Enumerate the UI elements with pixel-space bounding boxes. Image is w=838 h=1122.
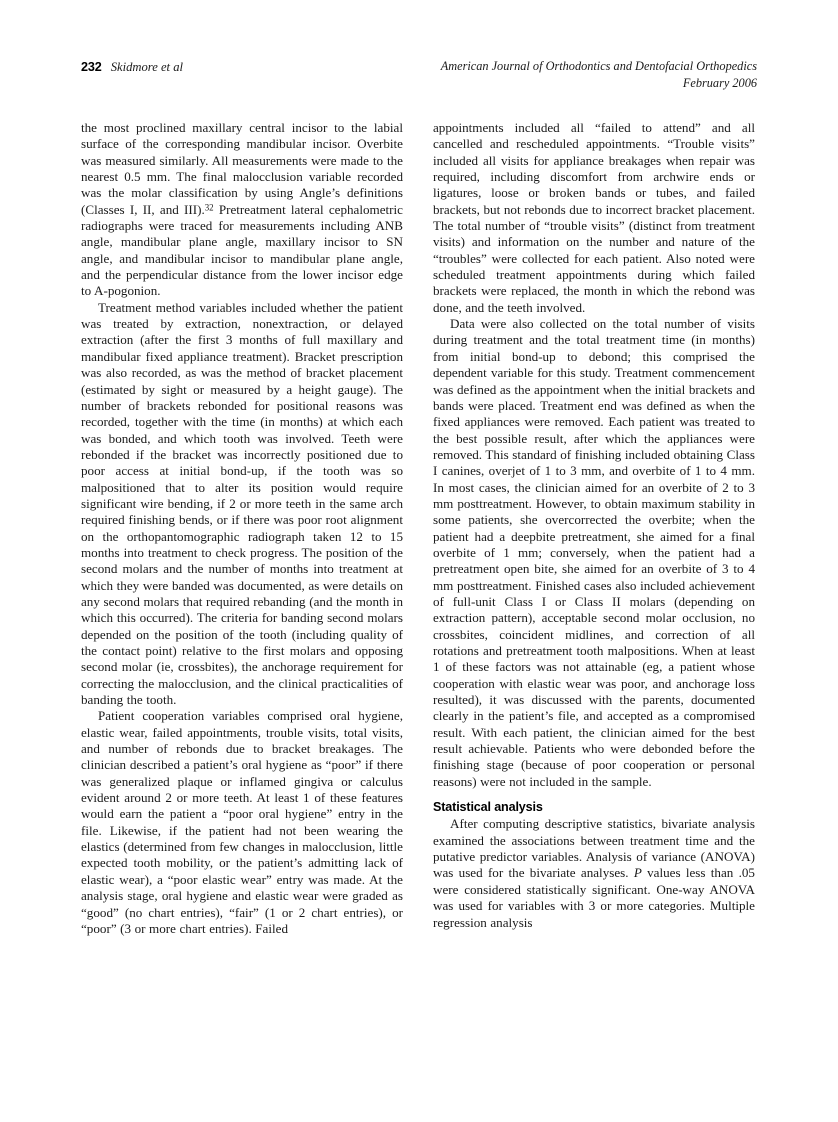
body-columns (81, 120, 757, 1035)
section-heading-statistical-analysis: Statistical analysis (433, 800, 543, 815)
column-left (81, 120, 403, 1035)
paragraph-text-part: After computing descriptive statistics, bivariate analysis examined the associations between treatment time and the putative predictor variables. Analysis of variance (ANOVA) was used for the bivariate analyses. (433, 816, 755, 881)
paragraph-text-part: values less than .05 were considered statistically significant. One-way ANOVA was used for variables with 3 or more categories. Multiple regression analysis (433, 865, 755, 930)
paragraph-statistical-analysis (433, 816, 755, 930)
page-number: 232 (81, 60, 102, 74)
paragraph-data-collected: Data were also collected on the total number of visits during treatment and the total treatment time (in months) from initial bond-up to debond; this comprised the dependent variable for this study. Treatment commencement was defined as the appointment when the initial brackets and bands were placed. Treatment end was defined as when the fixed appliances were removed. Each patient was treated to the best possible result, after which the appliances were removed. This standard of finishing included obtaining Class I canines, overjet of 1 to 3 mm, and overbite of 1 to 4 mm. In most cases, the clinician aimed for an overbite of 2 to 3 mm posttreatment. However, to obtain maximum stability in some patients, she overcorrected the overbite; when the patient had a deepbite pretreatment, she aimed for a final overbite of 1 mm; conversely, when the patient had a pretreatment open bite, she aimed for an overbite of 3 to 4 mm posttreatment. Finished cases also included achievement of full-unit Class I or Class II molars (depending on extraction pattern), acceptable second molar occlusion, no crossbites, coincident midlines, and correction of all rotations and pretreatment tooth malpositions. When at least 1 of these factors was not attainable (eg, a patient whose cooperation with elastic wear was poor, and anchorage loss resulted), it was discussed with the parents, documented clearly in the patient’s file, and accepted as a compromised result. With each patient, the clinician aimed for the best result achievable. Patients who were debonded before the finishing stage (because of poor cooperation or personal reasons) were not included in the sample. (433, 316, 755, 789)
running-head-authors: Skidmore et al (110, 60, 183, 74)
paragraph-patient-cooperation: Patient cooperation variables comprised oral hygiene, elastic wear, failed appointments, trouble visits, total visits, and number of rebonds due to bracket breakages. The clinician described a patient’s oral hygiene as “poor” if there was generalized plaque or inflamed gingiva or calculus evident around 2 or more teeth. At least 1 of these features would earn the patient a “poor oral hygiene” entry in the file. Likewise, if the patient had not been wearing the elastics (determined from few changes in malocclusion, little expected tooth mobility, or the patient’s admitting lack of elastic wear), a “poor elastic wear” entry was made. At the analysis stage, oral hygiene and elastic wear were graded as “good” (no chart entries), “fair” (1 or 2 chart entries), or “poor” (3 or more chart entries). Failed (81, 708, 403, 936)
paragraph-text-part: the most proclined maxillary central incisor to the labial surface of the corresponding mandibular incisor. Overbite was measured similarly. All measurements were made to the nearest 0.5 mm. The final malocclusion variable recorded was the molar classification by using Angle’s definitions (Classes I, II, and III). (81, 120, 403, 217)
issue-date: February 2006 (682, 75, 757, 90)
running-head-right (441, 58, 757, 91)
column-right (433, 120, 755, 1035)
paragraph-trouble-visits: appointments included all “failed to attend” and all cancelled and rescheduled appointments. “Trouble visits” included all visits for appliance breakages when repair was required, including discomfort from archwire ends or ligatures, loose or broken bands or tubes, and failed brackets, but not rebonds due to incorrect bracket placement. The total number of “trouble visits” (distinct from treatment visits) and information on the number and nature of the “troubles” were collected for each patient. Also noted were scheduled treatment appointments during which failed brackets were replaced, the month in which the rebond was done, and the teeth involved. (433, 120, 755, 315)
running-head (81, 58, 757, 102)
citation-superscript: 32 (204, 201, 214, 212)
paragraph-text-part: Pretreatment lateral cephalometric radiographs were traced for measurements including ANB angle, mandibular plane angle, maxillary incisor to SN angle, and mandibular incisor to mandibular plane angle, and the perpendicular distance from the lower incisor edge to A-pogonion. (81, 201, 403, 299)
journal-title: American Journal of Orthodontics and Dentofacial Orthopedics (440, 59, 757, 73)
paragraph-measurements (81, 120, 403, 300)
running-head-left (81, 58, 183, 76)
paragraph-treatment-method: Treatment method variables included whether the patient was treated by extraction, nonextraction, or delayed extraction (after the first 3 months of full maxillary and mandibular fixed appliance treatment). Bracket prescription was also recorded, as was the method of bracket placement (estimated by sight or measured by a height gauge). The number of brackets rebonded for positional reasons was recorded, together with the time (in months) at which each was bonded, and which tooth was involved. Teeth were rebonded if the bracket was incorrectly positioned due to poor access at initial bond-up, if the tooth was so malpositioned that to alter its position would require significant wire bending, if 2 or more teeth in the same arch required finishing bends, or if there was poor root alignment on the orthopantomographic radiograph taken 12 to 15 months into treatment to check progress. The position of the second molars and the number of months into treatment at which they were banded was documented, as were details on any second molars that required rebanding (and the month in which this occurred). The criteria for banding second molars depended on the position of the tooth (including quality of the contact point) relative to the first molars and opposing second molar (ie, crossbites), the anchorage requirement for correcting the malocclusion, and the clinical practicalities of banding the tooth. (81, 299, 403, 708)
italic-p-symbol: P (633, 865, 642, 881)
